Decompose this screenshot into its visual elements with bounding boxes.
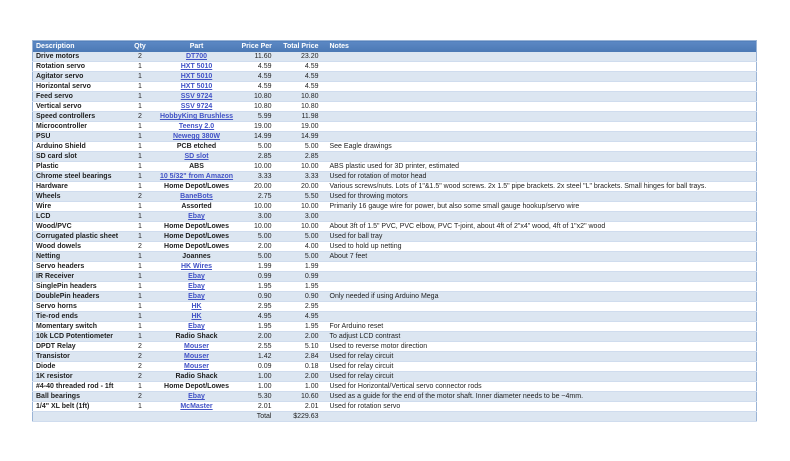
table-row [33, 202, 757, 212]
cell-price_per: 4.95 [239, 312, 280, 322]
cell-description: Vertical servo [33, 102, 126, 112]
table-row [33, 362, 757, 372]
part-link[interactable]: McMaster [180, 403, 213, 410]
bom-table-body [33, 52, 757, 422]
cell-price_per: 4.59 [239, 72, 280, 82]
table-row [33, 382, 757, 392]
col-header-description: Description [33, 41, 126, 53]
cell-notes [327, 282, 757, 292]
cell-notes [327, 122, 757, 132]
cell-notes [327, 112, 757, 122]
cell-price_per: 11.60 [239, 52, 280, 62]
part-link[interactable]: Mouser [184, 353, 209, 360]
cell-price_per: 3.33 [239, 172, 280, 182]
cell-part [155, 392, 239, 402]
table-row [33, 82, 757, 92]
cell-notes [327, 212, 757, 222]
cell-description: LCD [33, 212, 126, 222]
table-header-row [33, 41, 757, 53]
cell-qty: 1 [126, 92, 155, 102]
cell-qty: 1 [126, 282, 155, 292]
cell-part: Home Depot/Lowes [155, 222, 239, 232]
table-row [33, 312, 757, 322]
part-link[interactable]: Ebay [188, 273, 205, 280]
part-link[interactable]: BaneBots [180, 193, 213, 200]
cell-qty: 1 [126, 312, 155, 322]
cell-description: DPDT Relay [33, 342, 126, 352]
cell-total_price: 3.00 [280, 212, 327, 222]
cell-price_per: 4.59 [239, 82, 280, 92]
cell-part [155, 152, 239, 162]
cell-total_price: 1.95 [280, 282, 327, 292]
total-row [33, 412, 757, 422]
cell-part [155, 362, 239, 372]
cell-part: Assorted [155, 202, 239, 212]
cell-description: Drive motors [33, 52, 126, 62]
col-header-notes: Notes [327, 41, 757, 53]
cell-qty: 2 [126, 242, 155, 252]
part-link[interactable]: Ebay [188, 393, 205, 400]
table-row [33, 72, 757, 82]
cell-part [155, 92, 239, 102]
cell-description: Wire [33, 202, 126, 212]
cell-part [155, 82, 239, 92]
part-link[interactable]: HobbyKing Brushless [159, 113, 234, 120]
cell-notes [327, 302, 757, 312]
cell-notes [327, 312, 757, 322]
cell-price_per: 0.99 [239, 272, 280, 282]
cell-notes: Used for rotation servo [327, 402, 757, 412]
cell-empty [327, 412, 757, 422]
cell-qty: 1 [126, 382, 155, 392]
cell-price_per: 1.95 [239, 282, 280, 292]
cell-notes [327, 72, 757, 82]
cell-notes [327, 132, 757, 142]
cell-total_price: 5.10 [280, 342, 327, 352]
cell-notes: Used for relay circuit [327, 352, 757, 362]
cell-qty: 1 [126, 62, 155, 72]
cell-part [155, 402, 239, 412]
part-link[interactable]: 10 5/32" from Amazon [159, 173, 234, 180]
cell-description: IR Receiver [33, 272, 126, 282]
part-link[interactable]: HK [191, 313, 202, 320]
cell-total_price: 2.85 [280, 152, 327, 162]
cell-description: Agitator servo [33, 72, 126, 82]
cell-description: Chrome steel bearings [33, 172, 126, 182]
cell-notes: Used for ball tray [327, 232, 757, 242]
cell-qty: 1 [126, 212, 155, 222]
cell-qty: 2 [126, 52, 155, 62]
cell-qty: 1 [126, 252, 155, 262]
cell-part [155, 282, 239, 292]
cell-description: Corrugated plastic sheet [33, 232, 126, 242]
col-header-price-per: Price Per [239, 41, 280, 53]
part-link[interactable]: HK Wires [180, 263, 213, 270]
table-row [33, 292, 757, 302]
cell-description: Speed controllers [33, 112, 126, 122]
table-row [33, 402, 757, 412]
part-link[interactable]: HXT 5010 [180, 73, 213, 80]
cell-qty: 1 [126, 262, 155, 272]
cell-part [155, 302, 239, 312]
cell-description: DoublePin headers [33, 292, 126, 302]
cell-part: Radio Shack [155, 372, 239, 382]
cell-notes [327, 272, 757, 282]
table-row [33, 392, 757, 402]
cell-qty: 1 [126, 102, 155, 112]
table-row [33, 342, 757, 352]
cell-total_price: 14.99 [280, 132, 327, 142]
cell-description: Rotation servo [33, 62, 126, 72]
cell-notes [327, 152, 757, 162]
table-row [33, 102, 757, 112]
table-row [33, 122, 757, 132]
cell-part [155, 132, 239, 142]
cell-price_per: 1.00 [239, 382, 280, 392]
table-row [33, 152, 757, 162]
cell-description: 1K resistor [33, 372, 126, 382]
cell-price_per: 2.55 [239, 342, 280, 352]
cell-qty: 2 [126, 362, 155, 372]
cell-total_price: 11.98 [280, 112, 327, 122]
cell-total_price: 10.80 [280, 92, 327, 102]
cell-qty: 1 [126, 182, 155, 192]
cell-qty: 1 [126, 332, 155, 342]
cell-notes: About 3ft of 1.5" PVC, PVC elbow, PVC T-joint, about 4ft of 2"x4" wood, 4ft of 1"x2" wood [327, 222, 757, 232]
cell-notes: Primarily 16 gauge wire for power, but also some small gauge hookup/servo wire [327, 202, 757, 212]
cell-total_price: 0.90 [280, 292, 327, 302]
cell-description: Feed servo [33, 92, 126, 102]
cell-description: Momentary switch [33, 322, 126, 332]
cell-total_price: 10.80 [280, 102, 327, 112]
table-row [33, 192, 757, 202]
table-row [33, 282, 757, 292]
cell-description: Wood/PVC [33, 222, 126, 232]
part-link[interactable]: Ebay [188, 283, 205, 290]
cell-qty: 2 [126, 192, 155, 202]
cell-total_price: 2.84 [280, 352, 327, 362]
cell-qty: 1 [126, 402, 155, 412]
cell-description: Wood dowels [33, 242, 126, 252]
total-label: Total [239, 412, 280, 422]
cell-qty: 2 [126, 112, 155, 122]
table-row [33, 232, 757, 242]
cell-notes [327, 102, 757, 112]
cell-notes: Only needed if using Arduino Mega [327, 292, 757, 302]
cell-description: Servo headers [33, 262, 126, 272]
cell-description: Diode [33, 362, 126, 372]
cell-price_per: 5.30 [239, 392, 280, 402]
part-link[interactable]: SSV 9724 [180, 93, 213, 100]
table-row [33, 352, 757, 362]
cell-description: 10k LCD Potentiometer [33, 332, 126, 342]
cell-description: #4-40 threaded rod - 1ft [33, 382, 126, 392]
cell-notes: Used for relay circuit [327, 372, 757, 382]
cell-part [155, 352, 239, 362]
cell-total_price: 1.00 [280, 382, 327, 392]
cell-empty [155, 412, 239, 422]
cell-notes: Used for throwing motors [327, 192, 757, 202]
cell-price_per: 0.90 [239, 292, 280, 302]
cell-part: PCB etched [155, 142, 239, 152]
col-header-total-price: Total Price [280, 41, 327, 53]
cell-price_per: 2.85 [239, 152, 280, 162]
cell-price_per: 1.42 [239, 352, 280, 362]
cell-part: Radio Shack [155, 332, 239, 342]
cell-description: SD card slot [33, 152, 126, 162]
cell-total_price: 19.00 [280, 122, 327, 132]
cell-part [155, 122, 239, 132]
part-link[interactable]: Ebay [188, 323, 205, 330]
table-row [33, 212, 757, 222]
cell-total_price: 4.59 [280, 72, 327, 82]
part-link[interactable]: HK [191, 303, 202, 310]
table-row [33, 162, 757, 172]
cell-qty: 1 [126, 132, 155, 142]
cell-total_price: 4.59 [280, 82, 327, 92]
part-link[interactable]: HXT 5010 [180, 63, 213, 70]
table-row [33, 142, 757, 152]
cell-notes [327, 262, 757, 272]
cell-notes: Used as a guide for the end of the motor shaft. Inner diameter needs to be ~4mm. [327, 392, 757, 402]
cell-qty: 2 [126, 352, 155, 362]
cell-part [155, 342, 239, 352]
part-link[interactable]: Ebay [188, 213, 205, 220]
cell-description: Tie-rod ends [33, 312, 126, 322]
table-row [33, 62, 757, 72]
cell-notes: Various screws/nuts. Lots of 1"&1.5" wood screws. 2x 1.5" pipe brackets. 2x steel "L" brackets. Small hinges for ball trays. [327, 182, 757, 192]
table-row [33, 372, 757, 382]
table-row [33, 132, 757, 142]
cell-total_price: 10.00 [280, 202, 327, 212]
cell-notes [327, 52, 757, 62]
cell-part: Home Depot/Lowes [155, 382, 239, 392]
part-link[interactable]: SSV 9724 [180, 103, 213, 110]
cell-total_price: 10.00 [280, 162, 327, 172]
cell-notes: See Eagle drawings [327, 142, 757, 152]
cell-qty: 1 [126, 322, 155, 332]
cell-price_per: 20.00 [239, 182, 280, 192]
cell-qty: 1 [126, 172, 155, 182]
cell-price_per: 5.00 [239, 142, 280, 152]
cell-total_price: 5.00 [280, 232, 327, 242]
cell-total_price: 2.95 [280, 302, 327, 312]
cell-notes: Used for rotation of motor head [327, 172, 757, 182]
cell-price_per: 14.99 [239, 132, 280, 142]
cell-empty [126, 412, 155, 422]
cell-price_per: 5.99 [239, 112, 280, 122]
cell-total_price: 10.00 [280, 222, 327, 232]
cell-notes: About 7 feet [327, 252, 757, 262]
cell-description: Wheels [33, 192, 126, 202]
cell-qty: 1 [126, 202, 155, 212]
cell-description: Arduino Shield [33, 142, 126, 152]
table-row [33, 92, 757, 102]
cell-part [155, 172, 239, 182]
cell-price_per: 2.75 [239, 192, 280, 202]
cell-price_per: 10.80 [239, 102, 280, 112]
cell-price_per: 2.00 [239, 242, 280, 252]
part-link[interactable]: SD slot [184, 153, 209, 160]
cell-total_price: 4.00 [280, 242, 327, 252]
cell-total_price: 4.59 [280, 62, 327, 72]
cell-total_price: 10.60 [280, 392, 327, 402]
part-link[interactable]: Mouser [184, 343, 209, 350]
cell-price_per: 4.59 [239, 62, 280, 72]
cell-price_per: 10.80 [239, 92, 280, 102]
cell-qty: 1 [126, 232, 155, 242]
cell-price_per: 10.00 [239, 202, 280, 212]
spreadsheet-sheet [32, 40, 756, 422]
cell-total_price: 0.99 [280, 272, 327, 282]
cell-qty: 1 [126, 122, 155, 132]
cell-qty: 1 [126, 292, 155, 302]
cell-part [155, 312, 239, 322]
cell-part [155, 322, 239, 332]
cell-total_price: 2.01 [280, 402, 327, 412]
cell-description: SinglePin headers [33, 282, 126, 292]
cell-total_price: 5.00 [280, 252, 327, 262]
cell-description: Servo horns [33, 302, 126, 312]
cell-part [155, 272, 239, 282]
cell-total_price: 1.95 [280, 322, 327, 332]
table-row [33, 262, 757, 272]
cell-notes: Used to reverse motor direction [327, 342, 757, 352]
cell-qty: 1 [126, 152, 155, 162]
cell-notes: To adjust LCD contrast [327, 332, 757, 342]
cell-price_per: 3.00 [239, 212, 280, 222]
cell-notes: Used for relay circuit [327, 362, 757, 372]
cell-notes: ABS plastic used for 3D printer, estimated [327, 162, 757, 172]
table-row [33, 112, 757, 122]
table-row [33, 332, 757, 342]
cell-qty: 1 [126, 72, 155, 82]
cell-description: Ball bearings [33, 392, 126, 402]
table-row [33, 222, 757, 232]
table-row [33, 242, 757, 252]
part-link[interactable]: Newegg 380W [172, 133, 221, 140]
cell-notes [327, 82, 757, 92]
cell-qty: 2 [126, 392, 155, 402]
cell-total_price: 2.00 [280, 332, 327, 342]
table-row [33, 252, 757, 262]
cell-total_price: 0.18 [280, 362, 327, 372]
cell-qty: 1 [126, 272, 155, 282]
cell-price_per: 2.00 [239, 332, 280, 342]
table-row [33, 52, 757, 62]
cell-qty: 1 [126, 302, 155, 312]
cell-qty: 1 [126, 142, 155, 152]
table-row [33, 172, 757, 182]
cell-qty: 1 [126, 82, 155, 92]
table-row [33, 302, 757, 312]
cell-price_per: 5.00 [239, 232, 280, 242]
cell-part [155, 292, 239, 302]
cell-part: Home Depot/Lowes [155, 182, 239, 192]
cell-description: Horizontal servo [33, 82, 126, 92]
cell-qty: 1 [126, 222, 155, 232]
cell-notes [327, 62, 757, 72]
cell-qty: 2 [126, 342, 155, 352]
table-row [33, 272, 757, 282]
cell-price_per: 0.09 [239, 362, 280, 372]
bom-table [32, 40, 757, 422]
cell-price_per: 2.95 [239, 302, 280, 312]
cell-notes: Used to hold up netting [327, 242, 757, 252]
cell-part [155, 112, 239, 122]
cell-description: Netting [33, 252, 126, 262]
cell-part [155, 262, 239, 272]
cell-notes [327, 92, 757, 102]
cell-total_price: 5.00 [280, 142, 327, 152]
part-link[interactable]: DT700 [185, 53, 207, 60]
cell-part [155, 212, 239, 222]
cell-part: Home Depot/Lowes [155, 242, 239, 252]
cell-qty: 2 [126, 372, 155, 382]
cell-total_price: 2.00 [280, 372, 327, 382]
total-value: $229.63 [280, 412, 327, 422]
cell-qty: 1 [126, 162, 155, 172]
col-header-qty: Qty [126, 41, 155, 53]
part-link[interactable]: Teensy 2.0 [178, 123, 215, 130]
cell-part: ABS [155, 162, 239, 172]
cell-price_per: 5.00 [239, 252, 280, 262]
part-link[interactable]: HXT 5010 [180, 83, 213, 90]
cell-part: Home Depot/Lowes [155, 232, 239, 242]
cell-notes: For Arduino reset [327, 322, 757, 332]
cell-price_per: 2.01 [239, 402, 280, 412]
cell-description: Plastic [33, 162, 126, 172]
part-link[interactable]: Ebay [188, 293, 205, 300]
part-link[interactable]: Mouser [184, 363, 209, 370]
cell-description: 1/4" XL belt (1ft) [33, 402, 126, 412]
cell-notes: Used for Horizontal/Vertical servo connector rods [327, 382, 757, 392]
cell-price_per: 19.00 [239, 122, 280, 132]
cell-part [155, 192, 239, 202]
cell-price_per: 10.00 [239, 162, 280, 172]
cell-price_per: 1.00 [239, 372, 280, 382]
table-row [33, 182, 757, 192]
cell-price_per: 1.95 [239, 322, 280, 332]
cell-price_per: 1.99 [239, 262, 280, 272]
col-header-part: Part [155, 41, 239, 53]
cell-part [155, 102, 239, 112]
cell-part [155, 72, 239, 82]
cell-description: PSU [33, 132, 126, 142]
cell-part: Joannes [155, 252, 239, 262]
cell-part [155, 52, 239, 62]
cell-total_price: 20.00 [280, 182, 327, 192]
cell-total_price: 5.50 [280, 192, 327, 202]
cell-description: Microcontroller [33, 122, 126, 132]
cell-empty [33, 412, 126, 422]
cell-total_price: 23.20 [280, 52, 327, 62]
cell-total_price: 3.33 [280, 172, 327, 182]
cell-total_price: 4.95 [280, 312, 327, 322]
cell-total_price: 1.99 [280, 262, 327, 272]
cell-description: Hardware [33, 182, 126, 192]
table-row [33, 322, 757, 332]
cell-part [155, 62, 239, 72]
cell-price_per: 10.00 [239, 222, 280, 232]
cell-description: Transistor [33, 352, 126, 362]
